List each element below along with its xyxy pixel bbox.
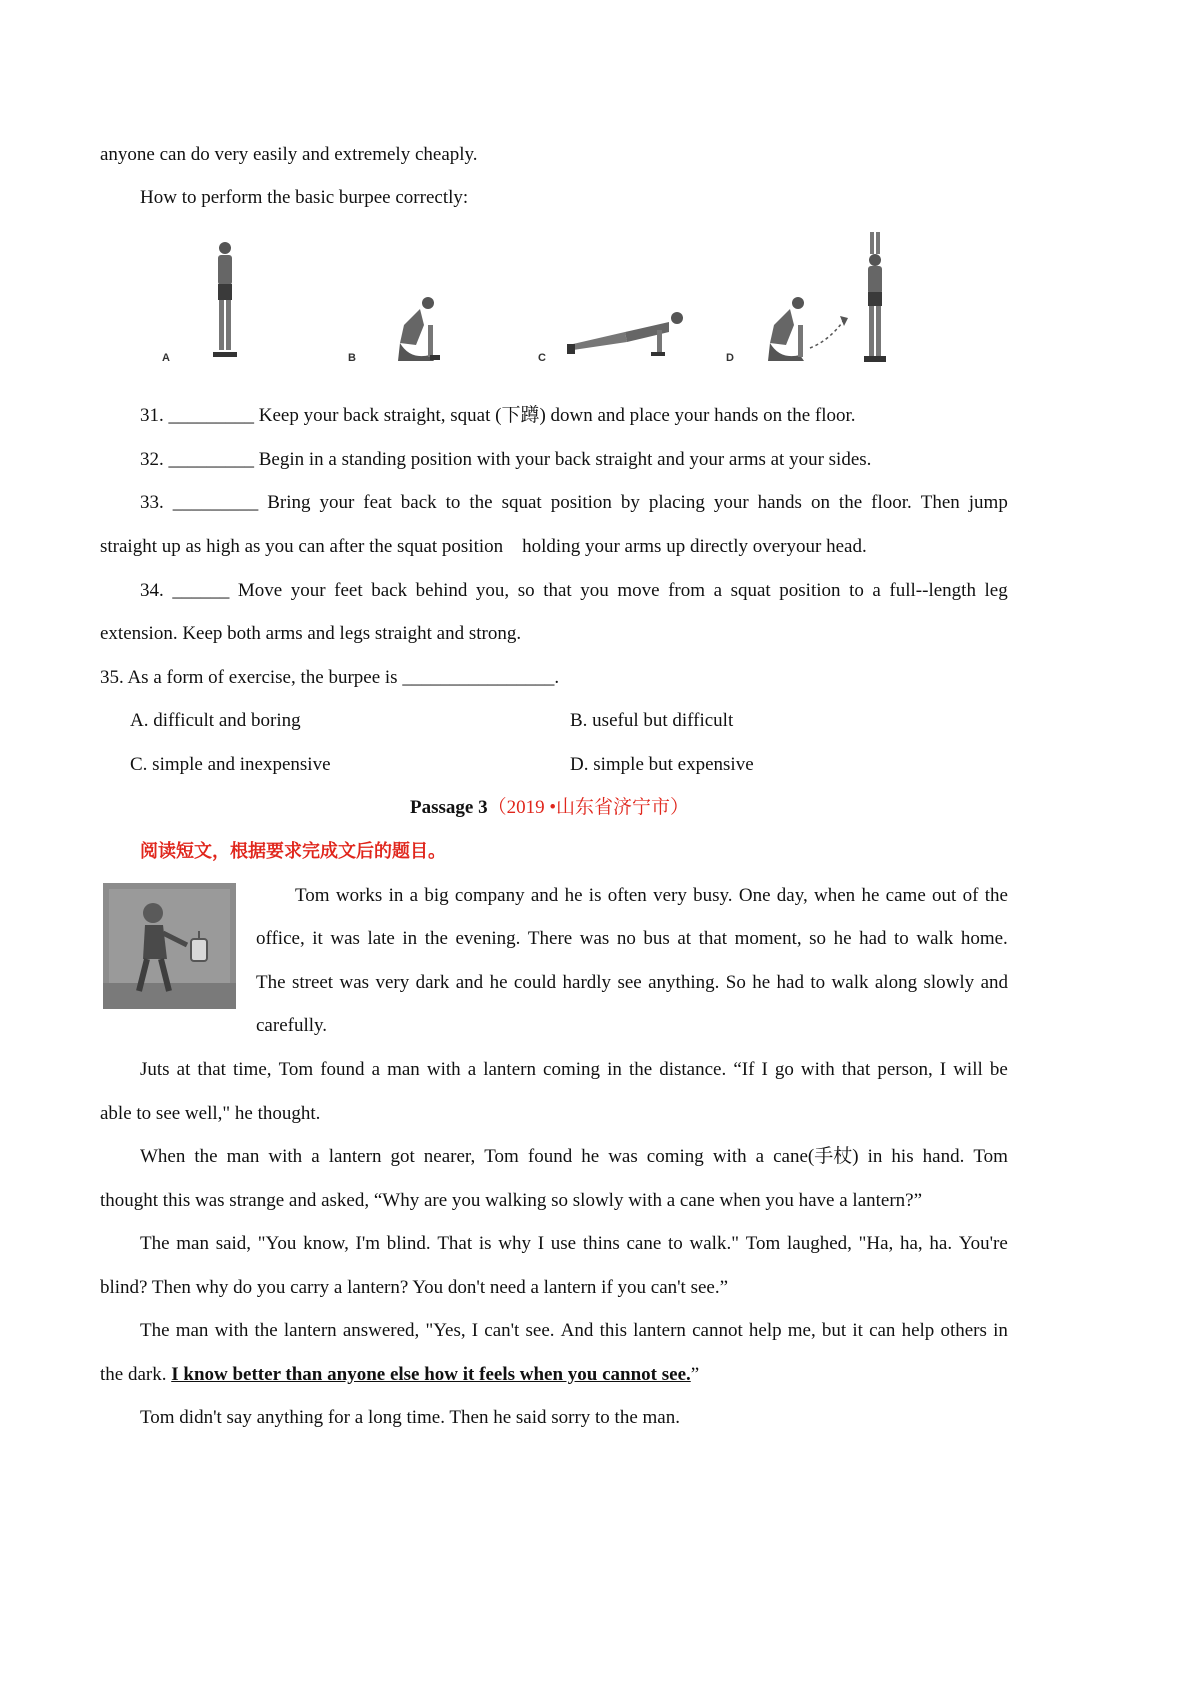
word: he	[581, 1146, 600, 1167]
word: with	[268, 1146, 303, 1167]
word: distance.	[659, 1059, 727, 1080]
word: to	[894, 928, 909, 949]
option-b: B. useful but difficult	[570, 710, 734, 731]
word: can't	[484, 1320, 520, 1341]
word: Tom	[745, 1233, 781, 1254]
word: he	[752, 972, 771, 993]
word: me,	[787, 1320, 816, 1341]
question-31: 31. _________ Keep your back straight, squat (下蹲) down and place your hands on the floor.	[140, 405, 856, 426]
word: very	[653, 885, 687, 906]
word: One	[738, 885, 771, 906]
word: that	[197, 1059, 226, 1080]
word: street	[291, 972, 334, 993]
figure-label-c: C	[538, 352, 546, 364]
word: the	[984, 885, 1008, 906]
word: it	[312, 928, 323, 949]
word: the	[838, 492, 863, 513]
word: a	[467, 1059, 477, 1080]
word: and	[980, 972, 1008, 993]
word: So	[725, 972, 746, 993]
passage-p4-line-1	[140, 1232, 1008, 1256]
word: at	[176, 1059, 191, 1080]
word: came	[885, 885, 926, 906]
word: full--length	[889, 580, 976, 601]
word: is	[588, 885, 602, 906]
passage-p1-line-2	[256, 927, 1008, 951]
word: why	[498, 1233, 532, 1254]
figure-a-standing-person	[205, 240, 245, 365]
word: found	[320, 1059, 365, 1080]
word: a	[409, 885, 419, 906]
word: in	[388, 885, 404, 906]
word: position	[550, 492, 612, 513]
word: Tom	[973, 1146, 1008, 1167]
word: laughed,	[786, 1233, 852, 1254]
word: of	[962, 885, 979, 906]
word: "Ha,	[858, 1233, 894, 1254]
question-35: 35. As a form of exercise, the burpee is ________________.	[100, 667, 560, 688]
word: out	[932, 885, 957, 906]
word: to	[810, 972, 826, 993]
word: use	[550, 1233, 577, 1254]
word: position	[779, 580, 841, 601]
word: this	[599, 1320, 628, 1341]
word: to	[445, 492, 461, 513]
question-33-line-2: straight up as high as you can after the squat position holding your arms up directly overyour head.	[100, 536, 867, 557]
word: said,	[215, 1233, 252, 1254]
word: so	[809, 928, 827, 949]
word: with	[712, 1146, 747, 1167]
word: got	[390, 1146, 415, 1167]
word: slowly	[923, 972, 975, 993]
word: coming	[543, 1059, 601, 1080]
word: home.	[960, 928, 1008, 949]
word: at	[677, 928, 692, 949]
word: and	[455, 972, 484, 993]
word: The	[140, 1233, 170, 1254]
word: ha.	[929, 1233, 953, 1254]
word: could	[513, 972, 557, 993]
figure-b-squatting-person	[390, 295, 445, 365]
option-d: D. simple but expensive	[570, 754, 754, 775]
figure-label-d: D	[726, 352, 734, 364]
word: is	[478, 1233, 492, 1254]
word: jump	[968, 492, 1008, 513]
word: with	[800, 1059, 835, 1080]
word: evening.	[455, 928, 521, 949]
word: blind.	[386, 1233, 431, 1254]
word: That	[437, 1233, 473, 1254]
word: _________	[172, 492, 259, 513]
word: was	[608, 1146, 638, 1167]
passage-p2-line-1	[140, 1058, 1008, 1082]
word: to	[668, 1233, 683, 1254]
word: the	[469, 492, 493, 513]
word: a	[311, 1146, 320, 1167]
intro-line-1: anyone can do very easily and extremely cheaply.	[100, 144, 478, 165]
word: person,	[877, 1059, 933, 1080]
word: so	[517, 580, 535, 601]
word: a	[371, 1059, 381, 1080]
question-34-line-1	[140, 579, 1008, 603]
word: in	[993, 1320, 1008, 1341]
word: he	[564, 885, 583, 906]
word: I	[471, 1320, 479, 1341]
word: I	[761, 1059, 768, 1080]
passage-p1-line-4: carefully.	[256, 1015, 328, 1036]
word: in	[607, 1059, 622, 1080]
word: a	[713, 580, 723, 601]
word: and	[530, 885, 559, 906]
figure-c-plank-person	[565, 310, 690, 360]
word: the	[194, 1146, 218, 1167]
word: had	[776, 972, 804, 993]
word: back	[400, 492, 437, 513]
word: answered,	[342, 1320, 420, 1341]
word: Juts	[140, 1059, 170, 1080]
word: a	[755, 1146, 765, 1167]
word: see	[617, 972, 642, 993]
word: others	[940, 1320, 987, 1341]
word: You're	[958, 1233, 1008, 1254]
word: 34.	[140, 580, 164, 601]
word: coming	[646, 1146, 704, 1167]
word: can	[869, 1320, 896, 1341]
passage-p5-line-2-end: ”	[690, 1364, 700, 1385]
word: bus	[643, 928, 670, 949]
word: in	[867, 1146, 883, 1167]
passage-p3-line-1	[140, 1145, 1008, 1169]
figure-d-squat-and-jump-person	[760, 230, 890, 370]
word: hands	[757, 492, 802, 513]
word: help	[901, 1320, 935, 1341]
word: with	[426, 1059, 461, 1080]
word: The	[256, 972, 286, 993]
word: There	[527, 928, 573, 949]
word: When	[140, 1146, 186, 1167]
word: you,	[475, 580, 510, 601]
passage-key-sentence: I know better than anyone else how it feels when you cannot see.	[171, 1364, 691, 1385]
passage-p4-line-2: blind? Then why do you carry a lantern? You don't need a lantern if you can't see.”	[100, 1277, 729, 1298]
word: squat	[730, 580, 771, 601]
word: with	[214, 1320, 249, 1341]
word: nearer,	[423, 1146, 476, 1167]
word: man	[176, 1233, 209, 1254]
word: your	[713, 492, 749, 513]
option-c: C. simple and inexpensive	[130, 754, 331, 775]
figure-label-b: B	[348, 352, 356, 364]
word: that	[698, 928, 728, 949]
word: moment,	[734, 928, 802, 949]
word: The	[140, 1320, 170, 1341]
word: by	[620, 492, 640, 513]
word: walk	[831, 972, 869, 993]
word: to	[849, 580, 864, 601]
word: big	[424, 885, 449, 906]
question-32: 32. _________ Begin in a standing position with your back straight and your arms at your sides.	[140, 449, 872, 470]
passage-p5-line-1	[140, 1319, 1008, 1343]
word: in	[402, 928, 418, 949]
word: lantern	[483, 1059, 536, 1080]
word: he	[833, 928, 852, 949]
word: found	[527, 1146, 573, 1167]
word: ______	[172, 580, 230, 601]
word: placing	[648, 492, 705, 513]
passage-p1-line-1	[295, 884, 1008, 908]
passage-3-source: （2019 •山东省济宁市）	[487, 797, 689, 818]
word: he	[489, 972, 508, 993]
word: go	[774, 1059, 794, 1080]
word: man	[175, 1320, 209, 1341]
word: office,	[256, 928, 305, 949]
burpee-figure	[150, 230, 910, 375]
word: lantern	[633, 1320, 686, 1341]
passage-p3-line-2: thought this was strange and asked, “Why are you walking so slowly with a cane when you have a lantern?”	[100, 1190, 923, 1211]
passage-3-title: Passage 3	[410, 797, 488, 818]
word: a	[872, 580, 881, 601]
word: Move	[237, 580, 283, 601]
word: busy.	[693, 885, 733, 906]
word: very	[375, 972, 410, 993]
word: lantern	[283, 1320, 337, 1341]
word: his	[891, 1146, 914, 1167]
word: will	[953, 1059, 983, 1080]
word: walk	[916, 928, 954, 949]
word: was	[579, 928, 610, 949]
passage-p5-line-2	[100, 1363, 699, 1387]
word: squat	[501, 492, 542, 513]
word: behind	[415, 580, 468, 601]
word: see.	[525, 1320, 555, 1341]
word: Tom	[278, 1059, 314, 1080]
word: ha,	[900, 1233, 923, 1254]
word: hand.	[922, 1146, 965, 1167]
word: on	[810, 492, 830, 513]
word: from	[668, 580, 706, 601]
word: man	[387, 1059, 420, 1080]
passage-p2-line-2: able to see well," he thought.	[100, 1103, 321, 1124]
question-34-line-2: extension. Keep both arms and legs straight and strong.	[100, 623, 522, 644]
word: Then	[920, 492, 960, 513]
word: cane(手杖)	[773, 1146, 859, 1167]
word: And	[560, 1320, 594, 1341]
word: "You	[257, 1233, 297, 1254]
word: late	[367, 928, 395, 949]
word: your	[319, 492, 355, 513]
word: know,	[303, 1233, 349, 1254]
word: cannot	[692, 1320, 743, 1341]
word: walk."	[689, 1233, 739, 1254]
word: I	[537, 1233, 545, 1254]
word: feat	[363, 492, 392, 513]
word: but	[821, 1320, 847, 1341]
passage-3-heading	[410, 796, 689, 820]
word: man	[226, 1146, 260, 1167]
word: your	[290, 580, 326, 601]
option-a: A. difficult and boring	[130, 710, 301, 731]
word: was	[330, 928, 360, 949]
word: that	[841, 1059, 871, 1080]
word: anything.	[648, 972, 720, 993]
passage-p6: Tom didn't say anything for a long time. Then he said sorry to the man.	[140, 1407, 680, 1428]
word: move	[617, 580, 660, 601]
word: along	[874, 972, 918, 993]
word: “If	[733, 1059, 755, 1080]
passage-3-instruction: 阅读短文，根据要求完成文后的题目。	[140, 841, 446, 862]
word: feet	[334, 580, 363, 601]
intro-line-2: How to perform the basic burpee correctly:	[140, 187, 469, 208]
word: Tom	[295, 885, 330, 906]
word: floor.	[871, 492, 912, 513]
word: cane	[626, 1233, 662, 1254]
word: 33.	[140, 492, 164, 513]
word: dark	[415, 972, 450, 993]
word: he	[861, 885, 880, 906]
word: works	[335, 885, 383, 906]
word: be	[989, 1059, 1008, 1080]
word: leg	[984, 580, 1008, 601]
word: help	[748, 1320, 782, 1341]
word: had	[859, 928, 887, 949]
word: Bring	[267, 492, 311, 513]
word: the	[424, 928, 448, 949]
word: you	[580, 580, 609, 601]
passage-p1-line-3	[256, 971, 1008, 995]
word: company	[454, 885, 525, 906]
word: day,	[776, 885, 808, 906]
figure-label-a: A	[162, 352, 170, 364]
word: that	[543, 580, 572, 601]
word: Tom	[484, 1146, 519, 1167]
word: no	[616, 928, 636, 949]
passage-p5-line-2-start: the dark.	[100, 1364, 172, 1385]
word: the	[628, 1059, 653, 1080]
word: the	[254, 1320, 278, 1341]
man-with-lantern-illustration	[103, 883, 236, 1009]
question-33-line-1	[140, 491, 1008, 515]
word: it	[852, 1320, 863, 1341]
word: hardly	[562, 972, 612, 993]
word: often	[607, 885, 647, 906]
word: "Yes,	[425, 1320, 466, 1341]
word: was	[339, 972, 370, 993]
word: when	[814, 885, 856, 906]
word: I'm	[355, 1233, 381, 1254]
word: back	[371, 580, 408, 601]
word: thins	[582, 1233, 620, 1254]
word: I	[939, 1059, 947, 1080]
word: lantern	[328, 1146, 382, 1167]
word: time,	[232, 1059, 272, 1080]
